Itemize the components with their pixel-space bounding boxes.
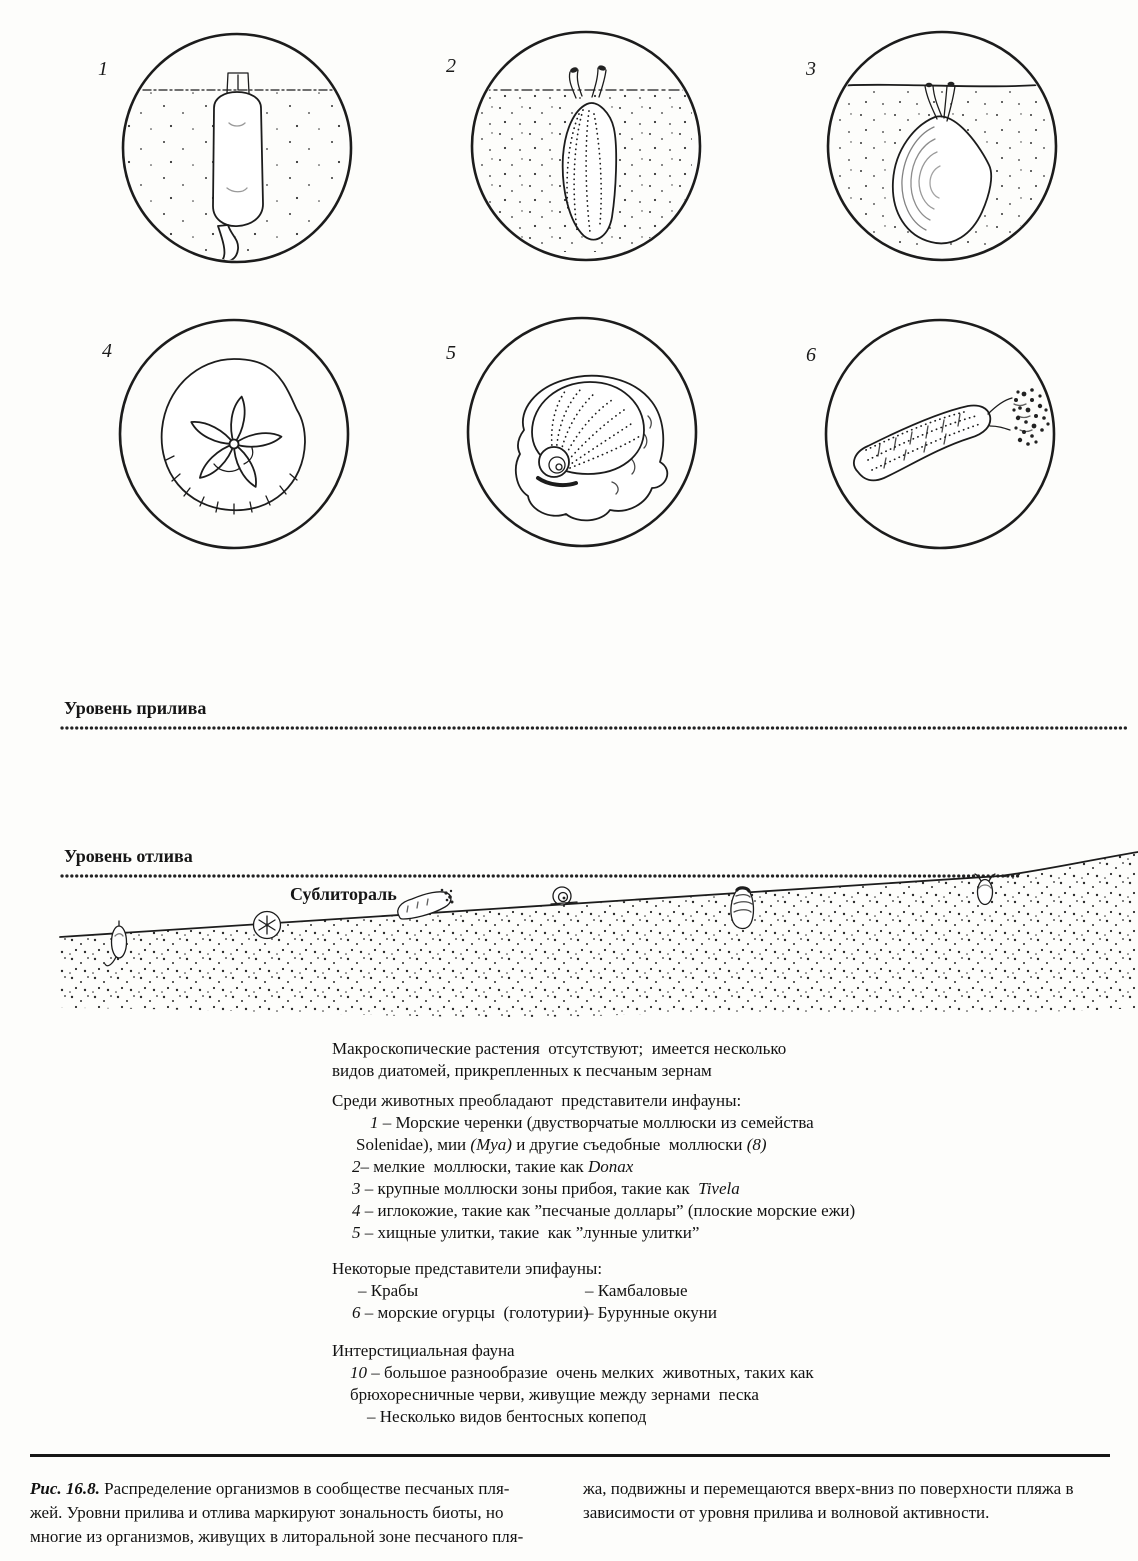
item-number: 10 <box>350 1363 367 1382</box>
moon-snail-drawing <box>462 312 702 552</box>
epifauna-surfperch: – Бурунные окуни <box>585 1303 717 1322</box>
low-tide-label: Уровень отлива <box>64 846 193 866</box>
circle-number-2: 2 <box>446 55 456 77</box>
item-number: 5 <box>352 1223 361 1242</box>
interstitial-header: Интерстициальная фауна <box>332 1341 515 1360</box>
caption-right-column <box>583 1477 1118 1525</box>
epifauna-crabs: – Крабы <box>358 1281 419 1300</box>
interstitial-item-1: 10 – большое разнообразие очень мелких животных, таких как <box>350 1363 814 1382</box>
caption-left-column <box>30 1477 570 1549</box>
organism-circle-2 <box>466 26 706 266</box>
infauna-item-4: 4 – иглокожие, такие как ”песчаные доллары” (плоские морские ежи) <box>352 1201 856 1220</box>
epifauna-sea-cucumbers: – морские огурцы (голотурии) <box>360 1303 589 1322</box>
item-number: 6 <box>352 1303 361 1322</box>
infauna-item-2: 2– мелкие моллюски, такие как Donax <box>352 1157 634 1176</box>
tivela-clam-drawing <box>822 26 1062 266</box>
item-number: 3 <box>352 1179 361 1198</box>
high-tide-label: Уровень прилива <box>64 698 207 718</box>
legend-plants-line-1: Макроскопические растения отсутствуют; имеется несколько <box>332 1039 787 1058</box>
infauna-header: Среди животных преобладают представители инфауны: <box>332 1091 742 1110</box>
profile-moon-snail-shell <box>731 887 754 928</box>
infauna-item-5: 5 – хищные улитки, такие как ”лунные улитки” <box>352 1223 700 1242</box>
circle-number-3: 3 <box>806 58 816 80</box>
legend-plants-line-2: видов диатомей, прикрепленных к песчаным зернам <box>332 1061 712 1080</box>
organism-circle-6 <box>820 314 1060 554</box>
epifauna-flatfish: – Камбаловые <box>585 1281 688 1300</box>
caption-line: Рис. 16.8. Распределение организмов в сообществе песчаных пля- <box>30 1479 510 1498</box>
organism-circle-1 <box>117 28 357 268</box>
item-number: 2– <box>352 1157 369 1176</box>
caption-line: зависимости от уровня прилива и волновой активности. <box>583 1503 990 1522</box>
caption-line: многие из организмов, живущих в литоральной зоне песчаного пля- <box>30 1527 524 1546</box>
sea-cucumber-drawing <box>820 314 1060 554</box>
profile-sand-dollar <box>254 912 281 939</box>
item-number: 1 <box>370 1113 379 1132</box>
epifauna-row-2 <box>332 1302 972 1324</box>
organism-circle-3 <box>822 26 1062 266</box>
organism-circle-4 <box>114 314 354 554</box>
razor-clam-drawing <box>117 28 357 268</box>
figure-number-label: Рис. 16.8. <box>30 1479 100 1498</box>
caption-divider-rule <box>30 1454 1110 1457</box>
sublittoral-label: Сублитораль <box>290 884 397 904</box>
item-number: 4 <box>352 1201 361 1220</box>
caption-line: жей. Уровни прилива и отлива маркируют зональность биоты, но <box>30 1503 504 1522</box>
beach-profile-drawing <box>0 690 1138 1030</box>
infauna-item-1-line-1: 1 – Морские черенки (двустворчатые моллюски из семейства <box>370 1113 814 1132</box>
circle-number-1: 1 <box>98 58 108 80</box>
interstitial-item-2: брюхоресничные черви, живущие между зернами песка <box>350 1385 759 1404</box>
tentacle-crown <box>1012 388 1049 446</box>
interstitial-item-3: – Несколько видов бентосных копепод <box>367 1407 647 1426</box>
circle-number-4: 4 <box>102 340 112 362</box>
sand-dollar-drawing <box>114 314 354 554</box>
organism-circle-5 <box>462 312 702 552</box>
circle-number-6: 6 <box>806 344 816 366</box>
epifauna-header: Некоторые представители эпифауны: <box>332 1259 603 1278</box>
donax-clam-drawing <box>466 26 706 266</box>
infauna-item-1-line-2: Solenidae), мии (Mya) и другие съедобные моллюски (8) <box>356 1135 767 1154</box>
caption-line: жа, подвижны и перемещаются вверх-вниз по поверхности пляжа в <box>583 1479 1074 1498</box>
circle-number-5: 5 <box>446 342 456 364</box>
infauna-item-3: 3 – крупные моллюски зоны прибоя, такие как Tivela <box>352 1179 740 1198</box>
figure-legend <box>332 1038 972 1428</box>
profile-small-snail <box>551 887 577 905</box>
epifauna-row-1 <box>332 1280 972 1302</box>
